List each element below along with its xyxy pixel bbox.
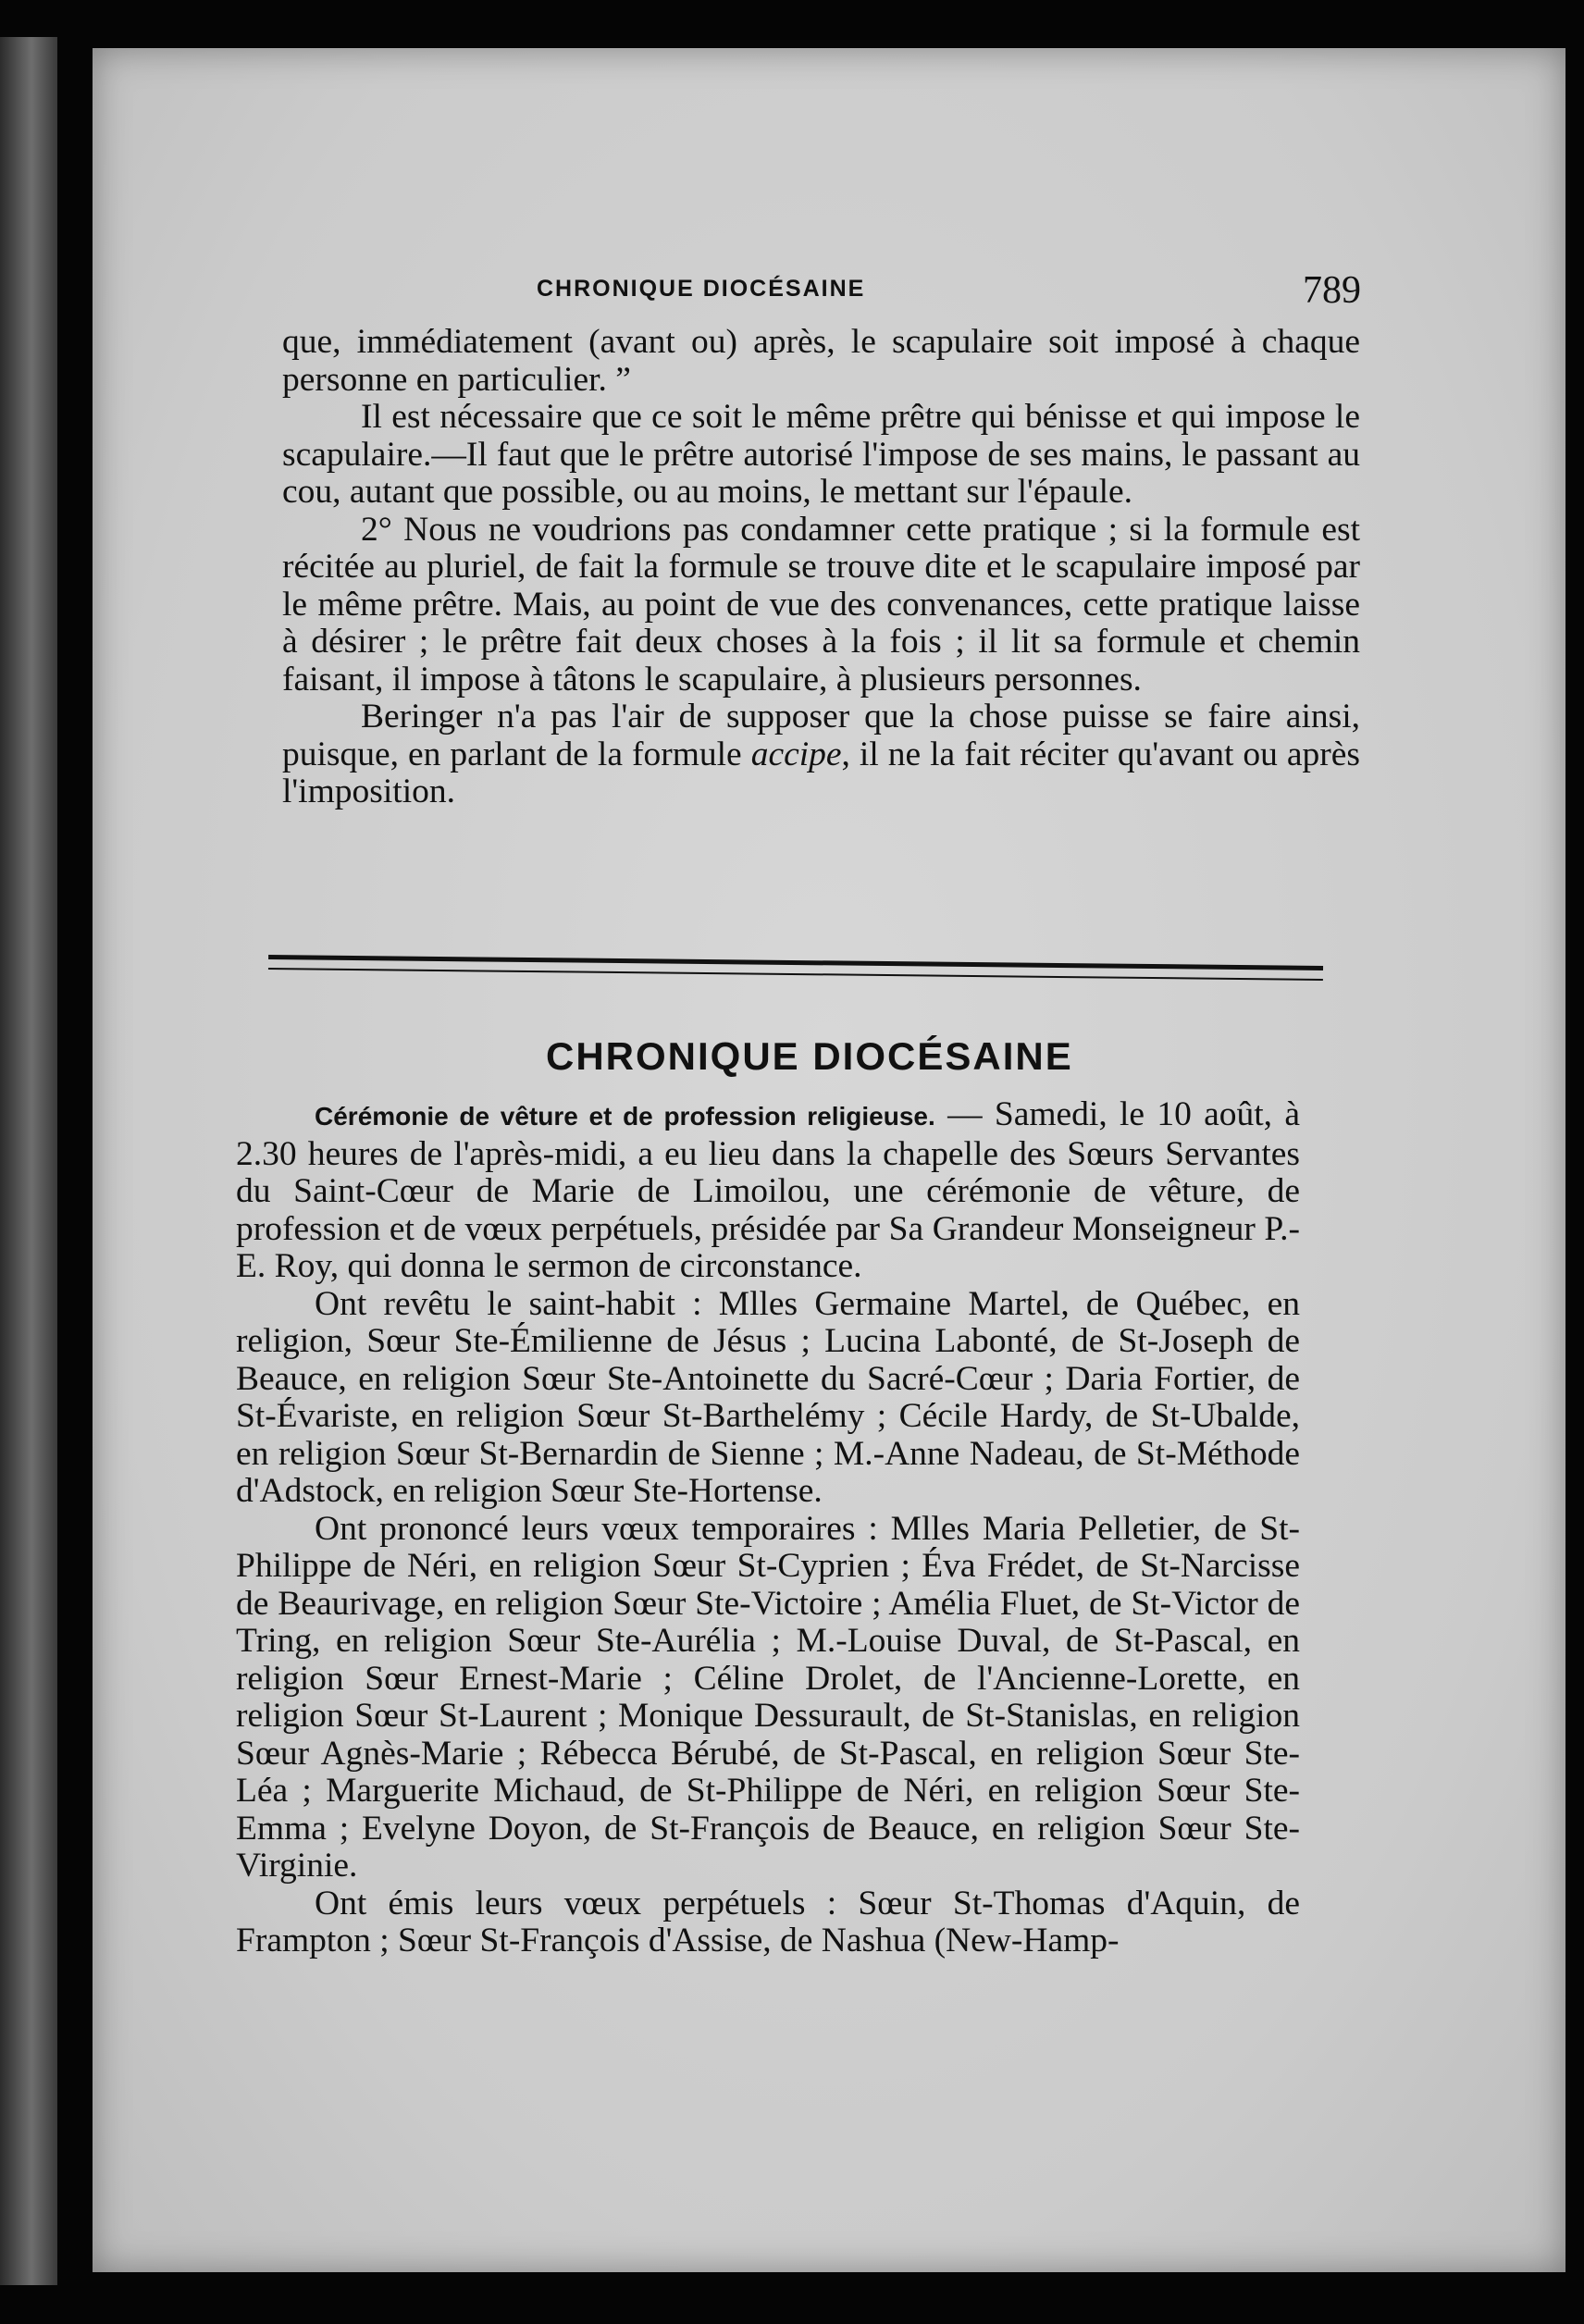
paragraph: que, immédiatement (avant ou) après, le scapulaire soit imposé à chaque personne en particulier. ”	[282, 323, 1360, 399]
paragraph: Ont prononcé leurs vœux temporaires : Mlles Maria Pelletier, de St-Philippe de Néri, en religion Sœur St-Cyprien ; Éva Frédet, de St-Narcisse de Beaurivage, en religion Sœur Ste-Victoire ; Amélia Fluet, de St-Victor de Tring, en religion Sœur Ste-Aurélia ; M.-Louise Duval, de St-Pascal, en religion Sœur Ernest-Marie ; Céline Drolet, de l'Ancienne-Lorette, en religion Sœur St-Laurent ; Monique Dessurault, de St-Stanislas, en religion Sœur Agnès-Marie ; Rébecca Bérubé, de St-Pascal, en religion Sœur Ste-Léa ; Marguerite Michaud, de St-Philippe de Néri, en religion Sœur Ste-Emma ; Evelyne Doyon, de St-François de Beauce, en religion Sœur Ste-Virginie.	[236, 1509, 1300, 1885]
running-head: CHRONIQUE DIOCÉSAINE	[537, 276, 866, 302]
paragraph: Il est nécessaire que ce soit le même prêtre qui bénisse et qui impose le scapulaire.—Il faut que le prêtre autorisé l'impose de ses mains, le passant au cou, autant que possible, ou au moins, le mettant sur l'épaule.	[282, 398, 1360, 511]
paragraph: Cérémonie de vêture et de profession religieuse. — Samedi, le 10 août, à 2.30 heures de l'après-midi, a eu lieu dans la chapelle des Sœurs Servantes du Saint-Cœur de Marie de Limoilou, une cérémonie de vêture, de profession et de vœux perpétuels, présidée par Sa Grandeur Monseigneur P.-E. Roy, qui donna le sermon de circonstance.	[236, 1095, 1300, 1285]
paragraph: Ont revêtu le saint-habit : Mlles Germaine Martel, de Québec, en religion, Sœur Ste-Émilienne de Jésus ; Lucina Labonté, de St-Joseph de Beauce, en religion Sœur Ste-Antoinette du Sacré-Cœur ; Daria Fortier, de St-Évariste, en religion Sœur St-Barthelémy ; Cécile Hardy, de St-Ubalde, en religion Sœur St-Bernardin de Sienne ; M.-Anne Nadeau, de St-Méthode d'Adstock, en religion Sœur Ste-Hortense.	[236, 1284, 1300, 1510]
paragraph: Ont émis leurs vœux perpétuels : Sœur St-Thomas d'Aquin, de Frampton ; Sœur St-François d'Assise, de Nashua (New-Hamp-	[236, 1884, 1300, 1959]
section-title: CHRONIQUE DIOCÉSAINE	[546, 1034, 1073, 1078]
continued-text	[282, 324, 1360, 811]
chronicle-text	[236, 1096, 1300, 1960]
run-in-heading: Cérémonie de vêture et de profession religieuse.	[315, 1102, 935, 1131]
italic-term: accipe	[750, 735, 842, 773]
paragraph: Beringer n'a pas l'air de supposer que la chose puisse se faire ainsi, puisque, en parlant de la formule accipe, il ne la fait réciter qu'avant ou après l'imposition.	[282, 698, 1360, 810]
paragraph: 2° Nous ne voudrions pas condamner cette pratique ; si la formule est récitée au pluriel, de fait la formule se trouve dite et le scapulaire imposé par le même prêtre. Mais, au point de vue des convenances, cette pratique laisse à désirer ; le prêtre fait deux choses à la fois ; il lit sa formule et chemin faisant, il impose à tâtons le scapulaire, à plusieurs personnes.	[282, 510, 1360, 698]
page-number: 789	[1303, 269, 1361, 312]
film-edge	[0, 37, 57, 2285]
